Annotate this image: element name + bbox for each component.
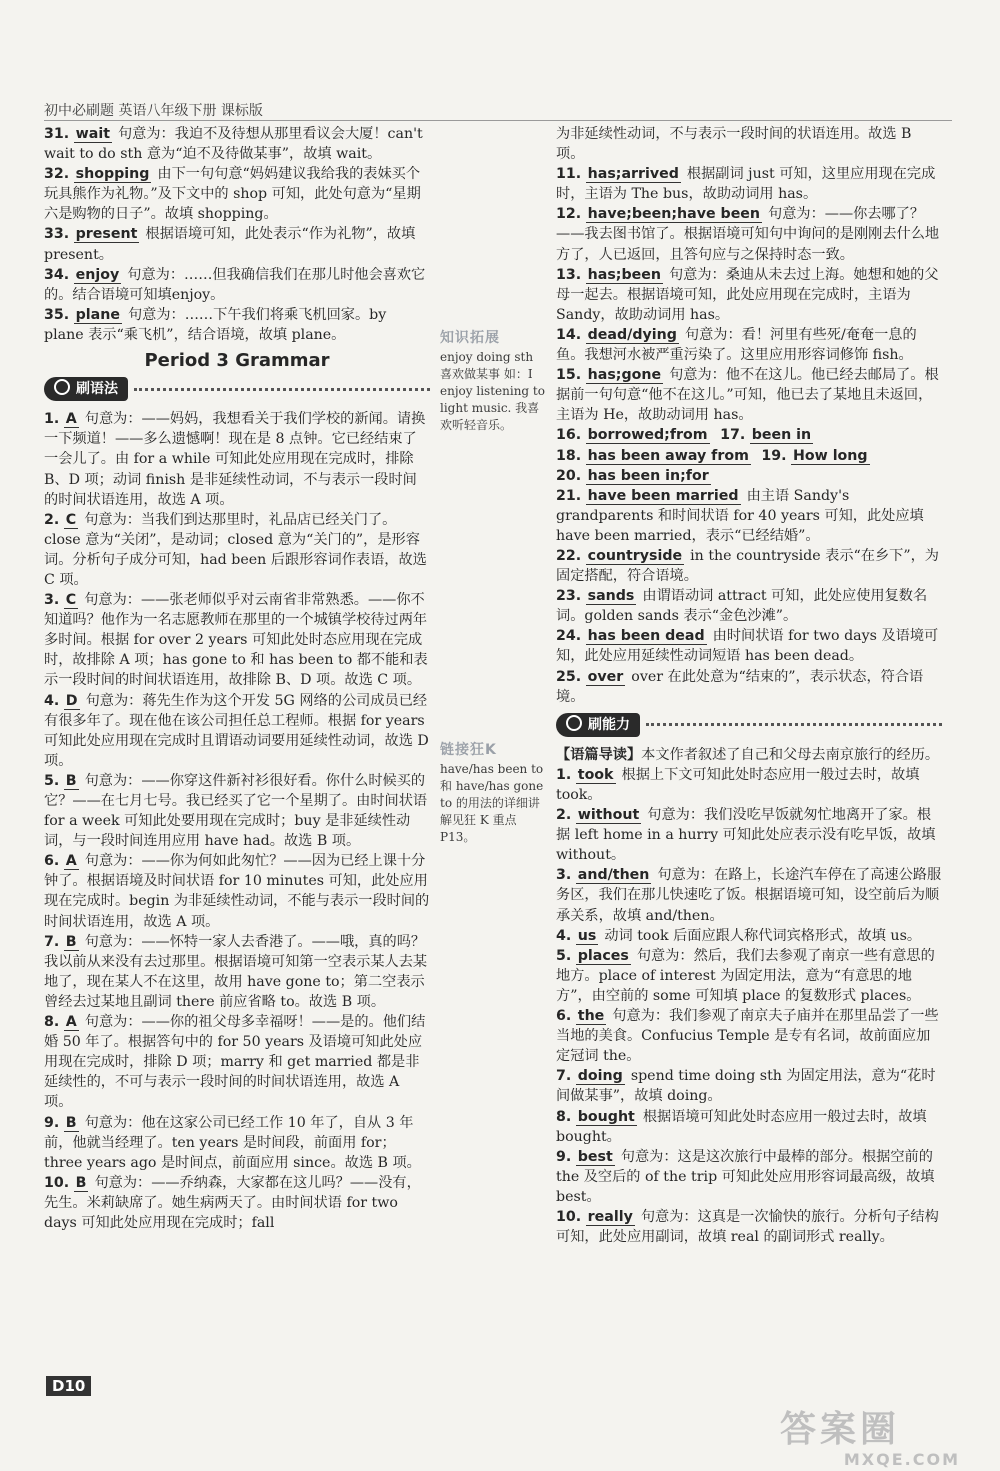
answer-item — [556, 486, 942, 546]
answer-item — [44, 851, 430, 931]
side-note-title: 知识拓展 — [440, 330, 500, 346]
watermark-logo — [780, 1410, 980, 1470]
side-note-text: enjoy doing sth 喜欢做某事 如：I enjoy listening to light music. 我喜欢听轻音乐。 — [440, 350, 545, 432]
item-explanation: 由谓语动词 attract 可知，此处应使用复数名词。golden sands 表示“金色沙滩”。 — [556, 588, 928, 625]
item-explanation: 句意为：在路上，长途汽车停在了高速公路服务区，我们在那儿快速吃了饭。根据语境可知，设空前后为顺承关系，故填 and/then。 — [556, 867, 942, 924]
answer-item — [44, 1012, 430, 1112]
item-number: 16. — [556, 427, 582, 444]
page-number: D10 — [46, 1376, 91, 1396]
item-explanation: 根据语境可知此处时态应用一般过去时，故填 bought。 — [556, 1108, 927, 1145]
item-explanation: 句意为：……下午我们将乘飞机回家。by plane 表示“乘飞机”，结合语境，故填 plane。 — [44, 306, 387, 343]
item-explanation: 根据语境可知，此处表示“作为礼物”，故填 present。 — [44, 226, 416, 263]
item-answer: C — [65, 511, 77, 528]
item-explanation: 句意为：蒋先生作为这个开发 5G 网络的公司成员已经有很多年了。现在他在该公司担任总工程师。根据 for years 可知此处应用现在完成时且谓语动词要用延续性动词，故选 D 项。 — [44, 692, 429, 769]
section-header-ability — [556, 713, 942, 737]
answer-item — [44, 932, 430, 1012]
answer-item — [556, 926, 942, 946]
item-answer: wait — [75, 126, 110, 142]
item-answer: been in — [751, 427, 812, 444]
item-number: 23. — [556, 588, 582, 605]
item-explanation: 句意为：——你穿这件新衬衫很好看。你什么时候买的它？——在七月七号。我已经买了它一个星期了。由时间状语 for a week 可知此处要用现在完成时；buy 是非延续性动词，与一段时间连用应用 have had。故选 B 项。 — [44, 772, 428, 850]
item-answer: A — [65, 411, 77, 428]
item-answer: have;been;have been — [587, 206, 761, 223]
item-number: 9. — [556, 1148, 572, 1165]
answer-item — [556, 365, 942, 425]
answer-item — [556, 946, 942, 1006]
item-explanation: in the countryside 表示“在乡下”，为固定搭配，符合语境。 — [556, 547, 939, 585]
item-explanation: 根据副词 just 可知，这里应用现在完成时，主语为 The bus，故助动词用 has。 — [556, 166, 936, 203]
item-number: 25. — [556, 668, 582, 685]
item-explanation: 动词 took 后面应跟人称代词宾格形式，故填 us。 — [604, 927, 922, 944]
answer-item — [556, 425, 942, 445]
item-answer: bought — [577, 1108, 635, 1125]
header-rule — [44, 120, 952, 121]
item-number: 11. — [556, 166, 582, 183]
answer-item — [44, 224, 430, 264]
intro-label: 【语篇导读】 — [556, 746, 642, 763]
item-answer: over — [587, 668, 624, 685]
item-number: 20. — [556, 467, 582, 484]
item-answer: without — [577, 807, 640, 824]
item-answer: B — [65, 772, 77, 789]
item-number: 24. — [556, 628, 582, 645]
answer-item — [556, 164, 942, 204]
item-answer: B — [65, 933, 77, 950]
item-number: 9. — [44, 1114, 60, 1131]
item-number: 7. — [44, 933, 60, 950]
item-answer: dead/dying — [587, 326, 677, 343]
item-answer: doing — [577, 1068, 623, 1085]
item-number: 22. — [556, 547, 582, 564]
continuation-text: 为非延续性动词，不与表示一段时间的状语连用。故选 B 项。 — [556, 126, 912, 163]
item-number: 2. — [44, 511, 60, 528]
item-answer: us — [577, 927, 597, 944]
watermark-url: MXQE.COM — [843, 1450, 960, 1469]
answer-item — [556, 466, 942, 486]
answer-item — [556, 667, 942, 707]
item-answer: sands — [587, 588, 635, 605]
item-explanation: 句意为：——张老师似乎对云南省非常熟悉。——你不知道吗？他作为一名志愿教师在那里的一个城镇学校待过两年多时间。根据 for over 2 years 可知此处时态应用现在完成时，故排除 A 项；has gone to 和 has been to 都不能和表示一段时间的时间状语连用，故排除 B、D 项。故选 C 项。 — [44, 592, 428, 689]
item-explanation: 句意为：我们没吃早饭就匆忙地离开了家。根据 left home in a hurry 可知此处应表示没有吃早饭，故填 without。 — [556, 807, 936, 864]
answer-item — [44, 691, 430, 771]
answer-item — [556, 1107, 942, 1147]
item-number: 8. — [44, 1014, 60, 1031]
item-answer: has been in;for — [587, 467, 709, 484]
item-answer: best — [577, 1148, 613, 1165]
item-number: 31. — [44, 126, 70, 142]
header-title: 初中必刷题 英语八年级下册 课标版 — [44, 103, 263, 119]
answer-item — [556, 1006, 942, 1066]
item-explanation: 句意为：——你为何如此匆忙？——因为已经上课十分钟了。根据语境及时间状语 for 10 minutes 可知，此处应用现在完成时。begin 为非延续性动词，不能与表示一段时间的时间状语连用，故选 A 项。 — [44, 853, 430, 930]
item-explanation: 句意为：我迫不及待想从那里看议会大厦！can't wait to do sth 意为“迫不及待做某事”，故填 wait。 — [44, 126, 423, 163]
item-explanation: 句意为：然后，我们去参观了南京一些有意思的地方。place of interest 为固定用法，意为“有意思的地方”，由空前的 some 可知填 place 的复数形式 places。 — [556, 947, 935, 1004]
item-answer: took — [577, 766, 614, 783]
answer-item — [556, 204, 942, 264]
item-answer: really — [587, 1208, 633, 1225]
item-explanation: 句意为：看！河里有些死/奄奄一息的鱼。我想河水被严重污染了。这里应用形容词修饰 fish。 — [556, 326, 917, 364]
item-answer: borrowed;from — [587, 427, 708, 444]
item-explanation: 句意为：——你的祖父母多幸福呀！——是的。他们结婚 50 年了。根据答句中的 for 50 years 及语境可知此处应用现在完成时，排除 D 项；marry 和 get married 都是非延续性的，不可与表示一段时间的时间状语连用，故选 A 项。 — [44, 1014, 426, 1111]
item-number: 1. — [44, 411, 60, 428]
item-number: 32. — [44, 166, 70, 183]
item-explanation: 句意为：他在这家公司已经工作 10 年了，自从 3 年前，他就当经理了。ten years 是时间段，前面用 for；three years ago 是时间点，前面应用 since。故选 B 项。 — [44, 1114, 421, 1171]
item-number: 6. — [556, 1008, 572, 1025]
item-answer: countryside — [587, 547, 683, 564]
item-explanation: 句意为：这是这次旅行中最棒的部分。根据空前的 the 及空后的 of the trip 可知此处应用形容词最高级，故填 best。 — [556, 1148, 935, 1205]
answer-item — [44, 1113, 430, 1173]
side-note-title: 链接狂K — [440, 742, 497, 758]
item-number: 4. — [44, 692, 60, 709]
answer-item — [44, 1173, 430, 1233]
item-number: 8. — [556, 1108, 572, 1125]
item-answer: has;gone — [587, 367, 662, 384]
item-number: 10. — [44, 1174, 70, 1191]
item-explanation: 句意为：——乔纳森，大家都在这儿吗？——没有，先生。米莉缺席了。她生病两天了。由时间状语 for two days 可知此处应用现在完成时；fall — [44, 1174, 421, 1231]
section-badge-ability: 刷能力 — [556, 713, 640, 737]
item-number: 12. — [556, 206, 582, 223]
answer-item — [556, 446, 942, 466]
item-number: 10. — [556, 1208, 582, 1225]
answer-item — [44, 771, 430, 851]
item-number: 6. — [44, 853, 60, 870]
right-column — [556, 124, 942, 1247]
item-answer: D — [65, 692, 78, 709]
item-answer: C — [65, 592, 77, 609]
section-header-grammar — [44, 377, 430, 401]
item-answer: plane — [75, 306, 120, 323]
side-note-text: have/has been to 和 have/has gone to 的用法的详细讲解见狂 K 重点 P13。 — [440, 762, 544, 844]
item-number: 17. — [720, 427, 746, 444]
item-answer: has;been — [587, 266, 661, 283]
item-answer: shopping — [75, 166, 150, 183]
item-number: 34. — [44, 266, 70, 283]
item-explanation: 句意为：我们参观了南京夫子庙并在那里品尝了一些当地的美食。Confucius Temple 是专有名词，故前面应加定冠词 the。 — [556, 1008, 939, 1065]
answer-item — [44, 510, 430, 590]
item-answer: has been away from — [587, 447, 749, 464]
item-answer: have been married — [587, 487, 739, 504]
dotted-divider — [646, 723, 942, 726]
item-number: 33. — [44, 226, 70, 243]
item-number: 1. — [556, 766, 572, 783]
item-answer: A — [65, 853, 77, 870]
item-answer: enjoy — [75, 266, 120, 283]
item-explanation: 句意为：他不在这儿。他已经去邮局了。根据前一句句意“他不在这儿。”可知，他已去了某地且未返回，主语为 He，故助动词用 has。 — [556, 367, 939, 424]
answer-item — [556, 546, 942, 586]
item-number: 7. — [556, 1068, 572, 1085]
item-answer: present — [75, 226, 138, 243]
item-explanation: 由下一句句意“妈妈建议我给我的表妹买个玩具熊作为礼物。”及下文中的 shop 可知，此处句意为“星期六是购物的日子”。故填 shopping。 — [44, 166, 421, 223]
watermark-text: 答案圈 — [780, 1409, 901, 1450]
answer-item — [556, 1066, 942, 1106]
item-number: 19. — [761, 447, 787, 464]
item-explanation: 由主语 Sandy's grandparents 和时间状语 for 40 years 可知，此处应填 have been married，表示“已经结婚”。 — [556, 487, 924, 544]
item-explanation: 句意为：——你去哪了？——我去图书馆了。根据语境可知句中询问的是刚刚去什么地方了，人已返回，且答句应与之保持时态一致。 — [556, 206, 940, 263]
reading-intro — [556, 745, 942, 765]
item-answer: places — [577, 947, 629, 964]
item-explanation: over 在此处意为“结束的”，表示状态，符合语境。 — [556, 668, 924, 705]
item-answer: B — [65, 1114, 77, 1131]
answer-item — [556, 265, 942, 325]
item-number: 14. — [556, 326, 582, 343]
answer-item — [44, 590, 430, 690]
item-explanation: spend time doing sth 为固定用法，意为“花时间做某事”，故填 doing。 — [556, 1068, 936, 1105]
intro-text: 本文作者叙述了自己和父母去南京旅行的经历。 — [641, 746, 940, 763]
item-number: 4. — [556, 927, 572, 944]
answer-item — [44, 265, 430, 305]
left-column — [44, 124, 430, 1233]
answer-item — [556, 765, 942, 805]
item-number: 35. — [44, 306, 70, 323]
side-note-knowledge — [440, 330, 548, 434]
answer-item — [44, 409, 430, 509]
item-answer: A — [65, 1014, 77, 1031]
item-explanation: 由时间状语 for two days 及语境可知，此处应用延续性动词短语 has been dead。 — [556, 628, 939, 665]
page-header — [44, 100, 263, 120]
item-answer: How long — [793, 447, 868, 464]
item-answer: B — [75, 1174, 87, 1191]
item-explanation: 句意为：——怀特一家人去香港了。——哦，真的吗？我以前从来没有去过那里。根据语境可知第一空表示某人去某地了，现在某人不在这里，故用 have gone to；第二空表示曾经去过某地且副词 there 前应省略 to。故选 B 项。 — [44, 933, 428, 1010]
item-answer: has been dead — [587, 628, 705, 645]
item-explanation: 句意为：当我们到达那里时，礼品店已经关门了。close 意为“关闭”，是动词；closed 意为“关门的”，是形容词。分析句子成分可知，had been 后跟形容词作表语，故选 C 项。 — [44, 511, 427, 588]
item-number: 15. — [556, 367, 582, 384]
item-number: 5. — [556, 947, 572, 964]
answer-item — [556, 586, 942, 626]
item-number: 2. — [556, 807, 572, 824]
item-number: 3. — [556, 867, 572, 884]
item-answer: and/then — [577, 867, 650, 884]
item-explanation: 句意为：桑迪从未去过上海。她想和她的父母一起去。根据语境可知，此处应用现在完成时，主语为 Sandy，故助动词用 has。 — [556, 266, 939, 323]
answer-item — [556, 865, 942, 925]
answer-item — [44, 305, 430, 345]
item-explanation: 句意为：……但我确信我们在那儿时他会喜欢它的。结合语境可知填enjoy。 — [44, 266, 426, 303]
answer-item — [556, 626, 942, 666]
item-number: 18. — [556, 447, 582, 464]
period-title: Period 3 Grammar — [144, 350, 330, 372]
answer-item — [556, 1147, 942, 1207]
item-answer: has;arrived — [587, 166, 679, 183]
side-note-link — [440, 742, 548, 846]
item-explanation: 根据上下文可知此处时态应用一般过去时，故填 took。 — [556, 766, 920, 803]
item-number: 13. — [556, 266, 582, 283]
item-explanation: 句意为：——妈妈，我想看关于我们学校的新闻。请换一下频道！——多么遗憾啊！现在是 8 点钟。它已经结束了一会儿了。由 for a while 可知此处应用现在完成时，排除 B、D 项；动词 finish 是非延续性动词，不与表示一段时间的时间状语连用，故选 A 项。 — [44, 411, 426, 508]
answer-item — [556, 805, 942, 865]
answer-item — [44, 164, 430, 224]
answer-item — [556, 325, 942, 365]
item-number: 3. — [44, 592, 60, 609]
dotted-divider — [134, 388, 430, 391]
item-number: 5. — [44, 772, 60, 789]
section-badge-grammar: 刷语法 — [44, 377, 128, 401]
item-number: 21. — [556, 487, 582, 504]
answer-item — [556, 1207, 942, 1247]
item-answer: the — [577, 1008, 605, 1025]
item-explanation: 句意为：这真是一次愉快的旅行。分析句子结构可知，此处应用副词，故填 real 的副词形式 really。 — [556, 1208, 939, 1246]
answer-item — [44, 124, 430, 164]
